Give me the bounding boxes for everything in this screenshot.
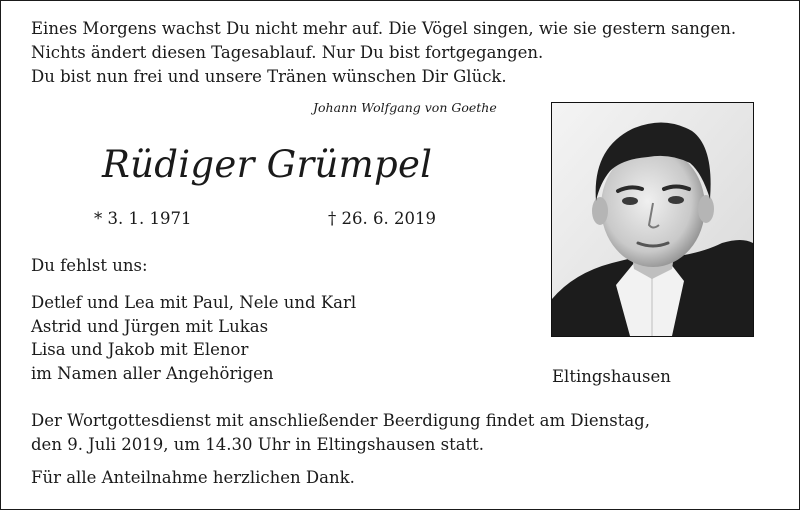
poem-line: Nichts ändert diesen Tagesablauf. Nur Du bist fortgegangen.	[31, 43, 544, 62]
service-line: den 9. Juli 2019, um 14.30 Uhr in Eltingshausen statt.	[31, 435, 485, 454]
place-name: Eltingshausen	[552, 367, 671, 386]
service-announcement	[31, 409, 650, 457]
poem-author: Johann Wolfgang von Goethe	[313, 100, 497, 115]
mourner-line: Lisa und Jakob mit Elenor	[31, 340, 249, 359]
deceased-name: Rüdiger Grümpel	[102, 143, 433, 186]
portrait-photo	[551, 102, 754, 337]
mourners-list	[31, 291, 356, 385]
death-date: † 26. 6. 2019	[328, 209, 436, 228]
thanks-note: Für alle Anteilnahme herzlichen Dank.	[31, 468, 355, 487]
mourner-line: im Namen aller Angehörigen	[31, 363, 274, 383]
mourners-intro: Du fehlst uns:	[31, 256, 148, 275]
mourner-line: Astrid und Jürgen mit Lukas	[31, 316, 269, 336]
poem-line: Du bist nun frei und unsere Tränen wünschen Dir Glück.	[31, 67, 507, 86]
poem-line: Eines Morgens wachst Du nicht mehr auf. Die Vögel singen, wie sie gestern sangen.	[31, 19, 737, 38]
service-line: Der Wortgottesdienst mit anschließender Beerdigung findet am Dienstag,	[31, 411, 650, 430]
mourner-line: Detlef und Lea mit Paul, Nele und Karl	[31, 293, 357, 312]
poem	[31, 17, 736, 89]
birth-date: * 3. 1. 1971	[94, 209, 192, 228]
